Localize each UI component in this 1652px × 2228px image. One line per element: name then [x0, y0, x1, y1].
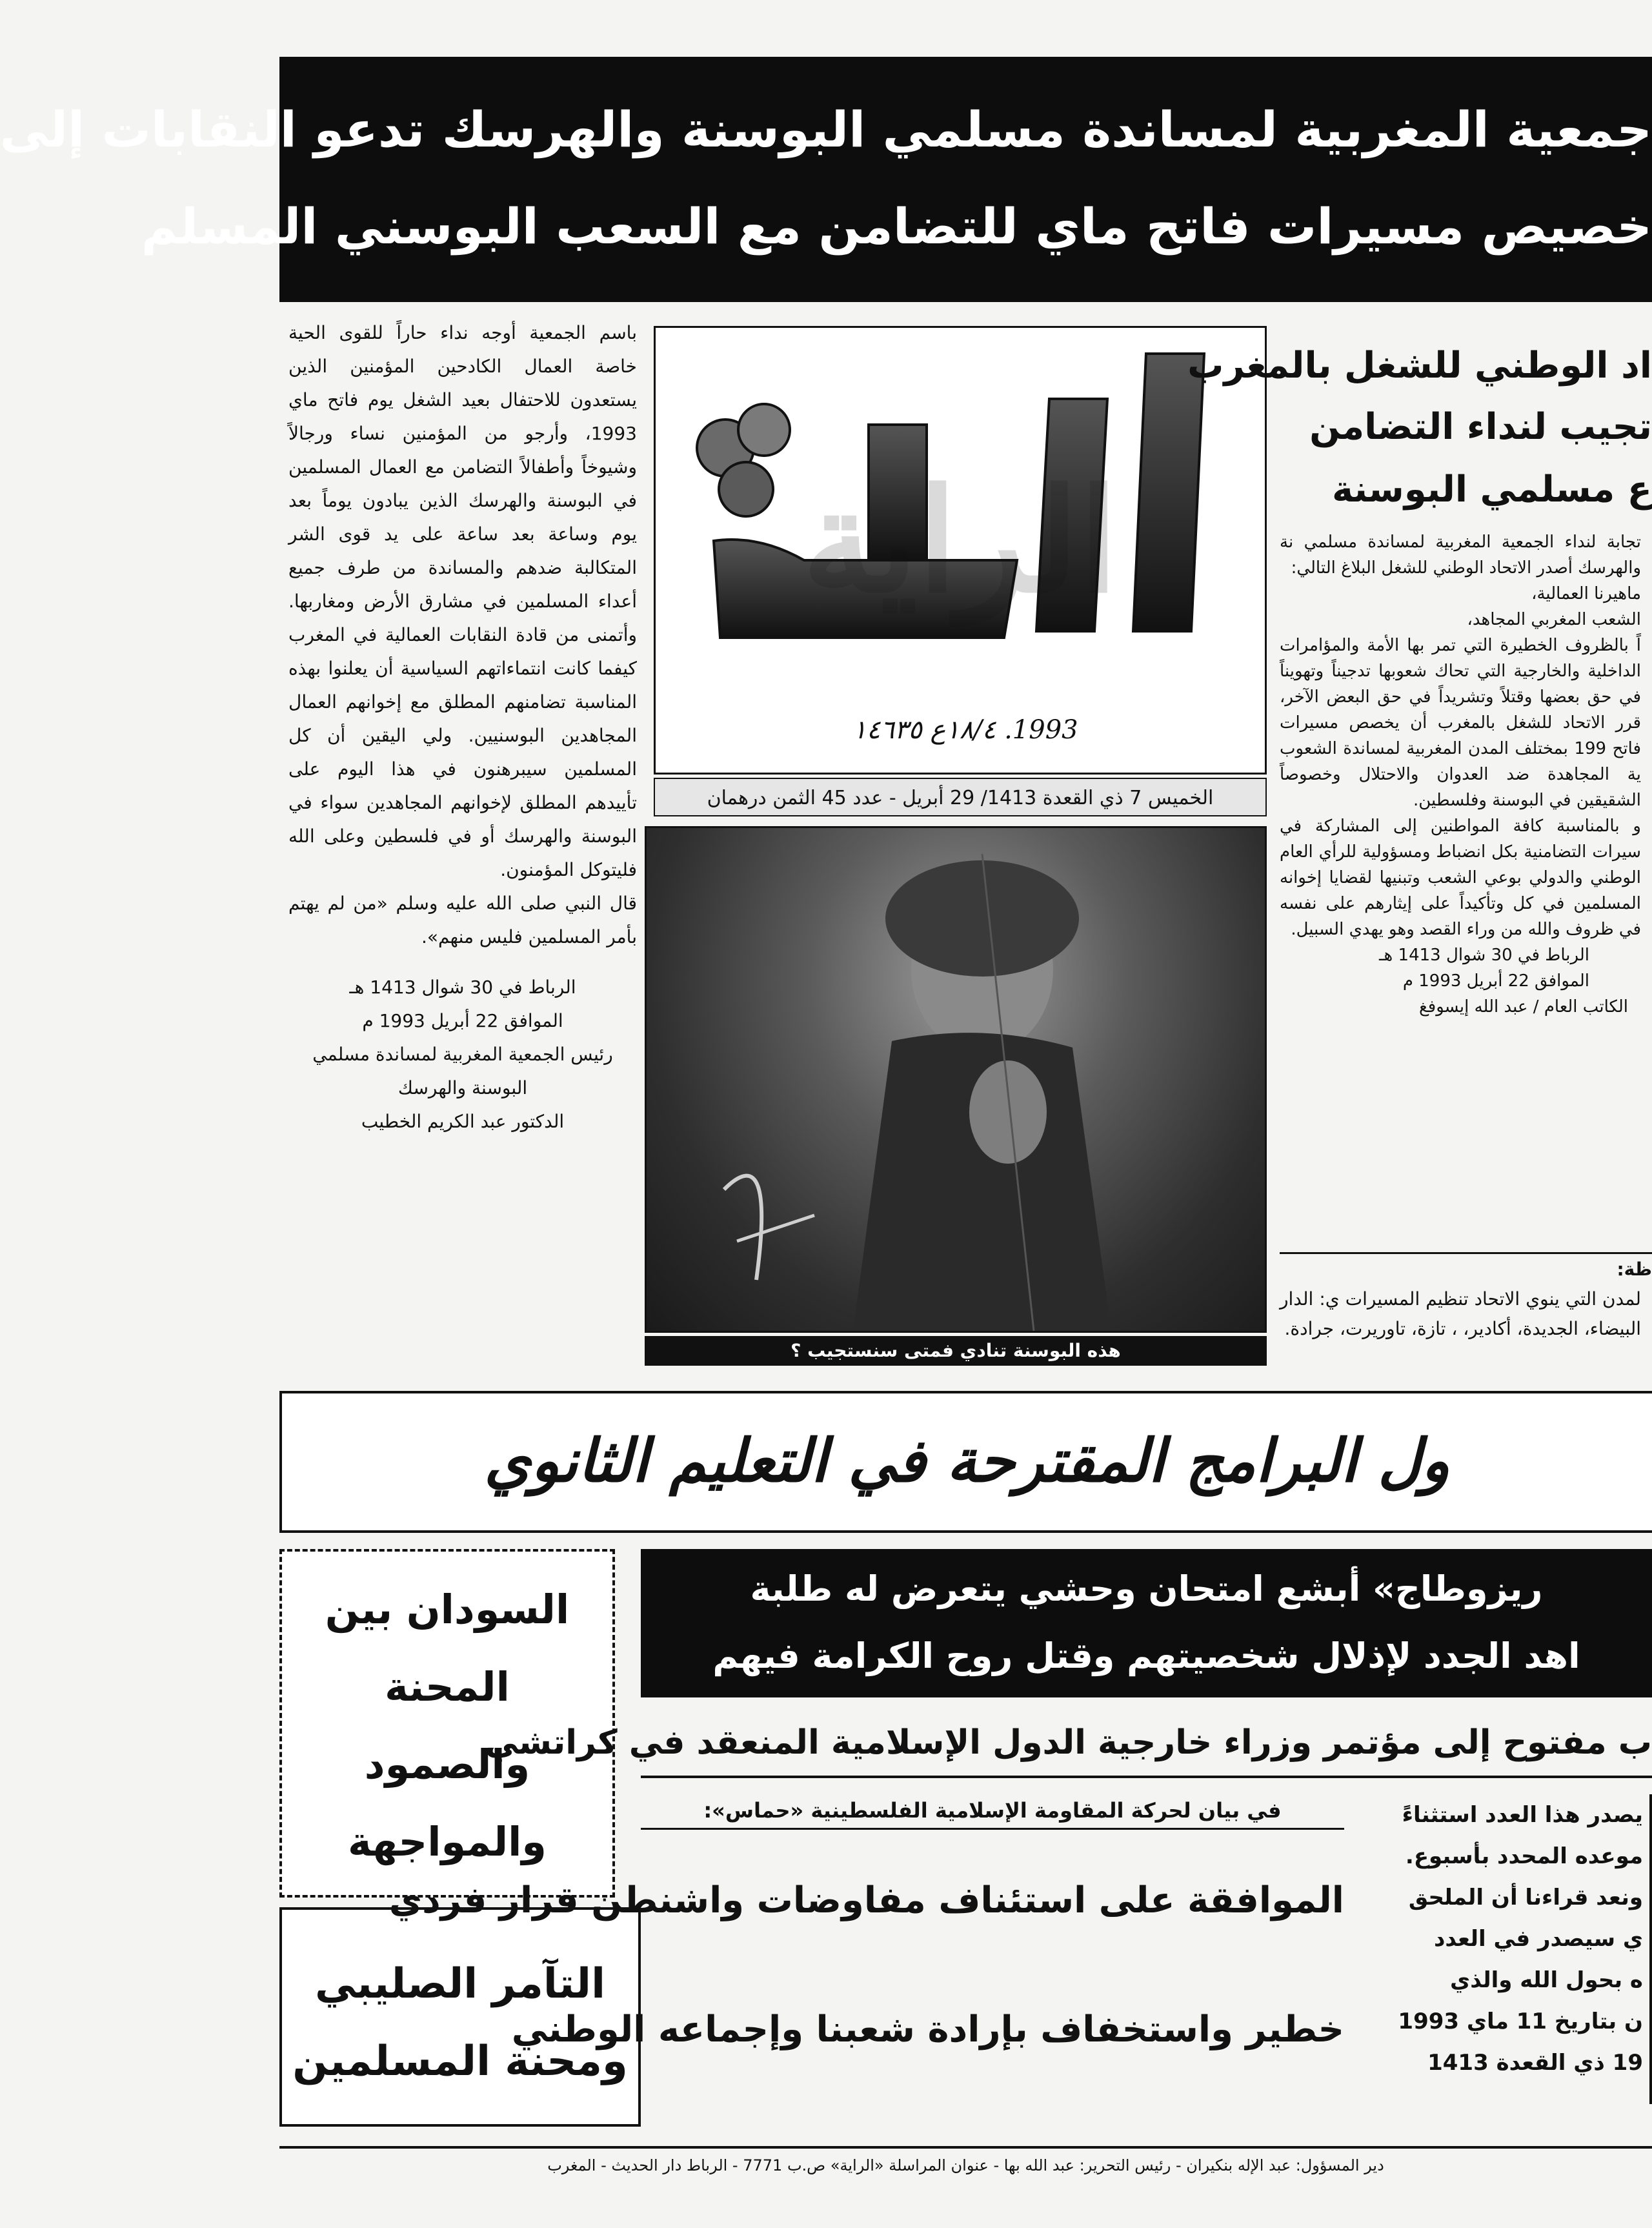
open-letter-headline: ب مفتوح إلى مؤتمر وزراء خارجية الدول الإسلامية المنعقد في كراتشي — [641, 1707, 1652, 1778]
exam-banner-line-1: ريزوطاج» أبشع امتحان وحشي يتعرض له طلبة — [750, 1568, 1543, 1609]
statement-date-gregorian: الموافق 22 أبريل 1993 م — [362, 1010, 563, 1031]
crusade-box-line-1: التآمر الصليبي — [315, 1960, 605, 2008]
handwritten-issue-note: 1993. ١٨/٤ع ١٤٦٣٥ — [852, 715, 1078, 745]
crusade-box-line-2: ومحنة المسلمين — [292, 2038, 628, 2085]
notice-line-3: ونعد قراءنا أن الملحق — [1408, 1885, 1643, 1910]
hamas-subhead: في بيان لحركة المقاومة الإسلامية الفلسطينية «حماس»: — [641, 1791, 1344, 1830]
curriculum-headline-text: ول البرامج المقترحة في التعليم الثانوي — [484, 1426, 1450, 1495]
notice-line-7: 19 ذي القعدة 1413 — [1427, 2050, 1643, 2076]
masthead-logo-text: الراية — [802, 457, 1118, 624]
union-salutation-1: ماهيرنا العمالية، — [1531, 584, 1641, 603]
union-headline-line-3: ع مسلمي البوسنة — [1331, 469, 1652, 511]
bosnia-photo — [645, 826, 1267, 1333]
union-body-1: اً بالظروف الخطيرة التي تمر بها الأمة والمؤامرات الداخلية والخارجية التي تحاك شعوبها تدجيناً وتهويناً في حق بعضها وقتلاً وتشريداً في حق البعض الآخر، قرر الاتحاد للشغل بالمغرب أن يخصص مسيرات فاتح 199 بمختلف المدن المغربية لمساندة الشعوب ية المجاهدة ضد العدوان والاحتلال وخصوصاً الشقيقين في البوسنة وفلسطين. — [1280, 636, 1641, 810]
statement-date-hijri: الرباط في 30 شوال 1413 هـ — [349, 977, 576, 998]
union-cities-list: لمدن التي ينوي الاتحاد تنظيم المسيرات ي: الدار البيضاء، الجديدة، أكادير، ، تازة، تاوريرت، جرادة. — [1280, 1288, 1641, 1339]
footer-rule — [279, 2146, 1652, 2149]
association-statement-column — [288, 316, 637, 1323]
union-statement-column — [1280, 529, 1641, 1252]
footer-credits: دير المسؤول: عبد الإله بنكيران - رئيس التحرير: عبد الله بها - عنوان المراسلة «الراية» ص.ب 7771 - الرباط دار الحديث - المغرب — [547, 2156, 1384, 2174]
statement-paragraph: باسم الجمعية أوجه نداء حاراً للقوى الحية خاصة العمال الكادحين المؤمنين الذين يستعدون للاحتفال بعيد الشغل يوم فاتح ماي 1993، وأرجو من المؤمنين نساء ورجالاً وشيوخاً وأطفالاً التضامن مع العمال المسلمين في البوسنة والهرسك الذين يبادون يوماً بعد يوم وساعة بعد ساعة على يد قوى الشر المتكالبة ضدهم والمساندة من طرف جميع أعداء المسلمين في مشارق الأرض ومغاربها. وأتمنى من قادة النقابات العمالية في المغرب كيفما كانت انتماءاتهم السياسية أن يعلنوا بهذه المناسبة تضامنهم المطلق مع إخوانهم العمال المجاهدين البوسنيين. ولي اليقين أن كل المسلمين سيبرهنون في هذا اليوم على تأييدهم المطلق لإخوانهم المجاهدين سواء في البوسنة والهرسك أو في فلسطين وعلى الله فليتوكل المؤمنون. — [288, 322, 637, 880]
union-salutation-2: الشعب المغربي المجاهد، — [1467, 610, 1641, 629]
union-intro: تجابة لنداء الجمعية المغربية لمساندة مسلمي نة والهرسك أصدر الاتحاد الوطني للشغل البلاغ التالي: — [1280, 532, 1641, 578]
union-headline-line-1: اد الوطني للشغل بالمغرب — [1187, 345, 1652, 387]
issue-dateline: الخميس 7 ذي القعدة 1413/ 29 أبريل - عدد 45 الثمن درهمان — [654, 778, 1267, 816]
top-headline-line-1: جمعية المغربية لمساندة مسلمي البوسنة والهرسك تدعو النقابات إلى — [0, 101, 1652, 158]
hamas-headline-line-2: خطير واستخفاف بإرادة شعبنا وإجماعه الوطني — [511, 2009, 1344, 2051]
sudan-box-line-1: السودان بين — [325, 1586, 570, 1633]
hamas-headline-line-1: الموافقة على استئناف مفاوضات واشنطن قرار فردي — [388, 1879, 1344, 1921]
union-date-hijri: الرباط في 30 شوال 1413 هـ — [1378, 946, 1589, 965]
union-date-gregorian: الموافق 22 أبريل 1993 م — [1402, 971, 1589, 991]
notice-line-5: ه بحول الله والذي — [1450, 1967, 1643, 1993]
notice-line-6: ن بتاريخ 11 ماي 1993 — [1398, 2009, 1643, 2034]
top-headline-line-2: خصيص مسيرات فاتح ماي للتضامن مع السعب البوسني المسلم — [141, 197, 1652, 255]
top-headline-banner — [0, 57, 1652, 302]
sudan-box-line-4: والمواجهة — [348, 1818, 547, 1865]
union-cities-heading: ظة: — [1617, 1259, 1652, 1280]
union-body-2: و بالمناسبة كافة المواطنين إلى المشاركة في سيرات التضامنية بكل انضباط ومسؤولية للرأي العام الوطني والدولي بوعي الشعب وتبنيها لقضايا إخوانه المسلمين في كل وتأكيداً على إيثارهم على نفسه في ظروف والله من وراء القصد وهو يهدي السبيل. — [1280, 816, 1641, 939]
photo-woman-figure — [647, 828, 1265, 1331]
notice-line-4: ي سيصدر في العدد — [1433, 1926, 1643, 1952]
masthead-logo-frame — [654, 326, 1267, 775]
union-headline-line-2: تجيب لنداء التضامن — [1309, 406, 1652, 448]
photo-caption: هذه البوسنة تنادي فمتى سنستجيب ؟ — [645, 1336, 1267, 1366]
sudan-box-line-3: والصمود — [364, 1741, 530, 1788]
exam-banner-line-2: اهد الجدد لإذلال شخصيتهم وقتل روح الكرامة فيهم — [712, 1636, 1580, 1676]
sudan-box-line-2: المحنة — [385, 1663, 510, 1710]
statement-signature: رئيس الجمعية المغربية لمساندة مسلمي البوسنة والهرسك — [312, 1044, 613, 1099]
union-column-divider — [1280, 1252, 1652, 1254]
statement-hadith: قال النبي صلى الله عليه وسلم «من لم يهتم بأمر المسلمين فليس منهم». — [288, 893, 637, 947]
publication-notice — [1360, 1794, 1652, 2104]
notice-line-2: موعده المحدد بأسبوع. — [1405, 1843, 1643, 1869]
exam-banner — [641, 1549, 1652, 1697]
statement-signatory-name: الدكتور عبد الكريم الخطيب — [361, 1111, 565, 1132]
notice-line-1: يصدر هذا العدد استثناءً — [1402, 1802, 1643, 1828]
union-signature: الكاتب العام / عبد الله إيسوفغ — [1418, 997, 1628, 1017]
curriculum-headline — [279, 1391, 1652, 1533]
